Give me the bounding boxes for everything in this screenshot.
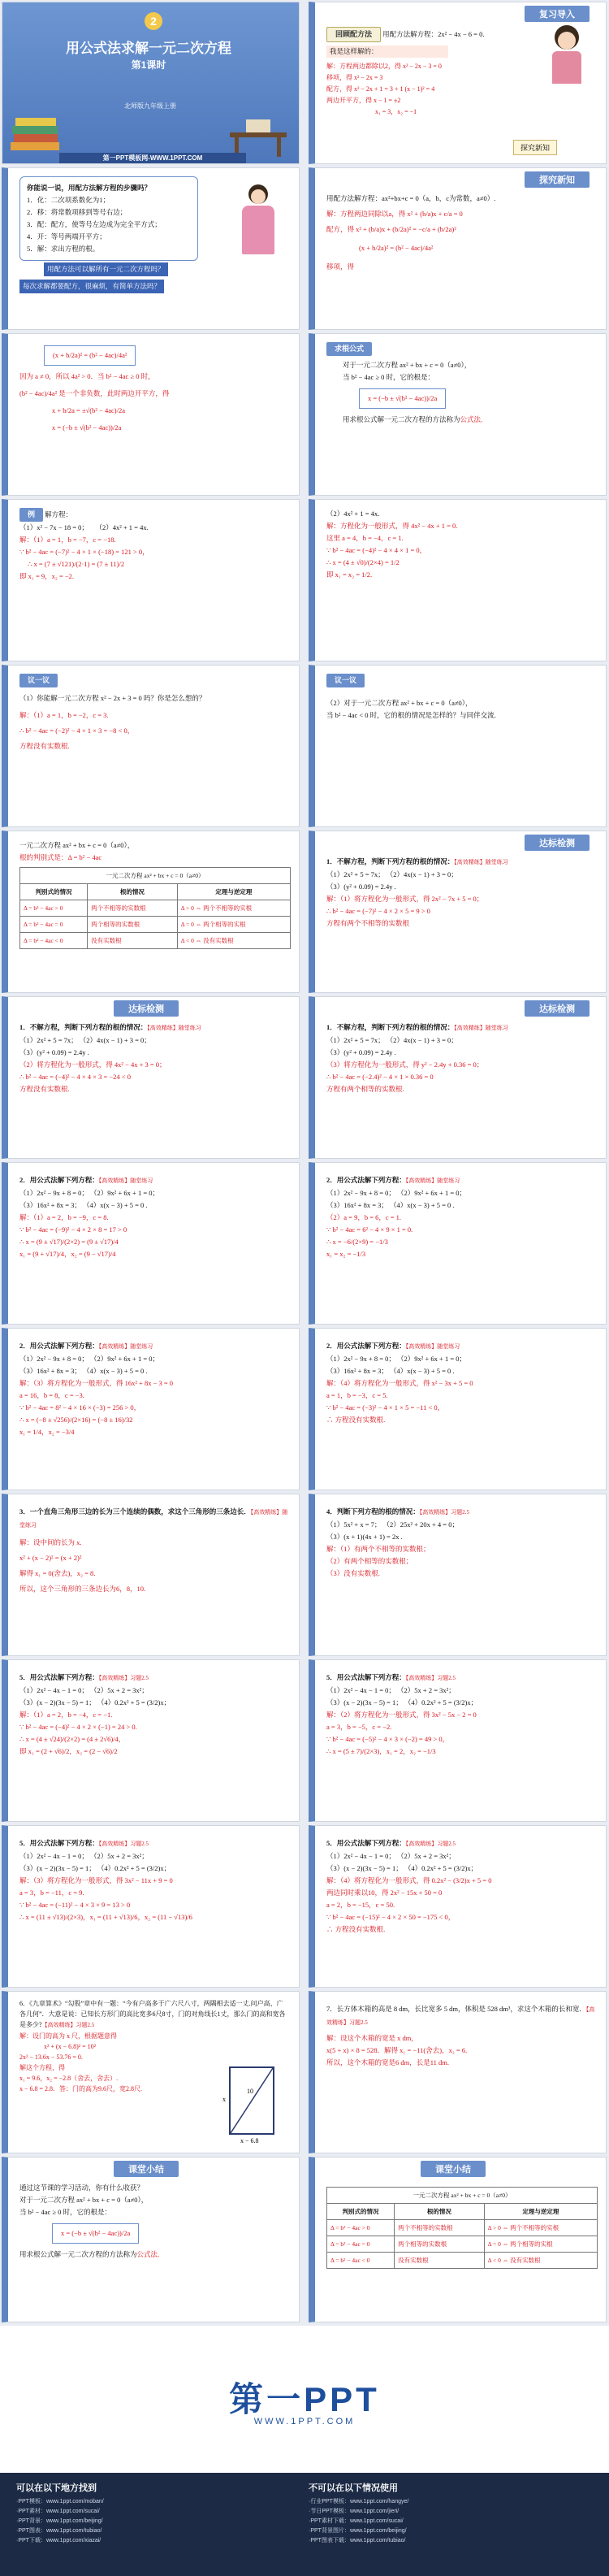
exercise-answer: 解：（1）有两个不相等的实数根； [326, 1545, 430, 1553]
exercise-answer: ∵ b² − 4ac = (−15)² − 4 × 2 × 50 = −175 < 0， [326, 1913, 456, 1921]
slide-derive-2 [2, 333, 300, 496]
check-part: （1）2x² + 5 = 7x； （2）4x(x − 1) + 3 = 0； [326, 870, 458, 878]
review-step: 两边开平方，得 x − 1 = ±2 [326, 97, 401, 104]
slide-check-2 [2, 996, 300, 1159]
exercise-part: （1）2x² − 4x − 1 = 0； （2）5x + 2 = 3x²； [19, 1852, 149, 1860]
slide-ex5-part4 [309, 1825, 607, 1988]
review-steps [326, 61, 497, 118]
exercise-answer: x₁ = 9.6，x₂ = −2.8（舍去，舍去）. [19, 2075, 119, 2082]
example-answer: ∵ b² − 4ac = (−7)² − 4 × 1 × (−18) = 121 > 0， [19, 548, 149, 556]
exercise-answer: 所以，这个三角形的三条边长为6，8，10. [19, 1585, 146, 1593]
review-label: 回顾配方法 [326, 27, 381, 42]
check-answer: 解：（1）将方程化为一般形式，得 2x² − 7x + 5 = 0； [326, 895, 484, 903]
exercise-part: （1）2x² − 4x − 1 = 0； （2）5x + 2 = 3x²； [326, 1852, 456, 1860]
slide-ex7 [309, 1991, 607, 2153]
table-cell: 两个相等的实数根 [88, 917, 178, 933]
derive-step: 解：方程两边同除以a，得 x² + (b/a)x + c/a = 0 [326, 210, 463, 218]
exercise-answer: 解得 x₁ = 0(舍去)，x₂ = 8. [19, 1569, 96, 1577]
table-row [327, 2220, 598, 2236]
exercise-part: （3）(x − 2)(3x − 5) = 1； （4）0.2x² + 5 = (3/2)x； [326, 1698, 478, 1706]
table-cell: Δ = b² − 4ac < 0 [20, 933, 88, 949]
example-answer: 即 x₁ = 9，x₂ = −2. [19, 572, 75, 580]
formula-note-text: 用求根公式解一元二次方程的方法称为 [343, 415, 460, 423]
exercise-answer: 解：（3）将方程化为一般形式，得 16x² + 8x − 3 = 0 [19, 1379, 174, 1387]
check-answer: ∴ b² − 4ac = (−2.4)² − 4 × 1 × 0.36 = 0 [326, 1073, 434, 1081]
slide-ex4 [309, 1494, 607, 1656]
check-header: 达标检测 [525, 1000, 590, 1017]
formula-note-term: 公式法. [460, 415, 483, 423]
table-row [327, 2236, 598, 2253]
exercise-question: 2．用公式法解下列方程： [19, 1176, 99, 1184]
think-step: 3．配：配方，使等号左边成为完全平方式； [27, 220, 162, 228]
slide-ex5-part1 [2, 1659, 300, 1822]
exercise-answer: ∵ b² − 4ac = (−5)² − 4 × 3 × (−2) = 49 > 0， [326, 1735, 450, 1743]
review-step: x₁ = 3，x₂ = −1 [375, 108, 417, 115]
exercise-answer: ∵ b² − 4ac = 6² − 4 × 9 × 1 = 0. [326, 1225, 413, 1234]
exercise-answer: 解：（4）将方程化为一般形式，得 0.2x² − (3/2)x + 5 = 0 [326, 1876, 492, 1884]
table-cell: Δ > 0 ⇔ 两个不相等的实根 [484, 2220, 597, 2236]
footer-link[interactable]: ·PPT素材下载：www.1ppt.com/sucai/ [309, 2518, 404, 2524]
desk-illustration [230, 116, 287, 157]
exercise-part: （3）16x² + 8x = 3； （4）x(x − 3) + 5 = 0 . [19, 1367, 148, 1375]
exercise-answer: ∵ b² − 4ac = (−9)² − 4 × 2 × 8 = 17 > 0 [19, 1225, 127, 1234]
exercise-answer: 解：设门的高为 x 尺，根据题意得 [19, 2032, 117, 2040]
recap-note-term: 公式法. [136, 2250, 160, 2258]
teacher-illustration [234, 184, 283, 274]
exercise-source: 【高效精练】随堂练习 [98, 1343, 153, 1350]
footer-left-title: 可以在以下地方找到 [16, 2483, 97, 2493]
table-header: 定理与逆定理 [484, 2204, 597, 2220]
discuss-tag: 议一议 [326, 674, 365, 687]
think-step: 1．化：二次项系数化为1； [27, 196, 110, 204]
table-row [20, 900, 291, 917]
exercise-part: （1）2x² − 9x + 8 = 0； （2）9x² + 6x + 1 = 0； [19, 1189, 159, 1197]
discriminant-formula: 根的判别式是：Δ = b² − 4ac [19, 853, 102, 861]
formula-tag: 求根公式 [326, 342, 372, 356]
check-part: （1）2x² + 5 = 7x； （2）4x(x − 1) + 3 = 0； [19, 1036, 151, 1044]
exercise-answer: ∴ x = (11 ± √13)/(2×3)，x₁ = (11 + √13)/6，x₂ = (11 − √13)/6 [19, 1913, 192, 1921]
exercise-question: 5．用公式法解下列方程： [326, 1673, 406, 1681]
table-cell: 没有实数根 [88, 933, 178, 949]
exercise-answer: x₁ = (9 + √17)/4，x₂ = (9 − √17)/4 [19, 1250, 116, 1258]
exercise-source: 【高效精练】习题2.5 [41, 2022, 95, 2028]
exercise-part: （3）(x − 2)(3x − 5) = 1； （4）0.2x² + 5 = (3/2)x； [326, 1864, 478, 1872]
formula-main: x = (−b ± √(b² − 4ac))/2a [359, 388, 446, 409]
check-answer: （3）将方程化为一般形式，得 y² − 2.4y + 0.36 = 0； [326, 1060, 484, 1069]
recap-header: 课堂小结 [114, 2161, 179, 2177]
example-tag: 例 [19, 508, 43, 522]
footer-banner [0, 2473, 609, 2576]
exercise-answer: 即 x₁ = (2 + √6)/2，x₂ = (2 − √6)/2 [19, 1747, 118, 1755]
slide-cover [2, 2, 300, 164]
review-question: 我是这样解的： [326, 46, 448, 58]
exercise-part: （1）2x² − 9x + 8 = 0； （2）9x² + 6x + 1 = 0； [326, 1189, 466, 1197]
exercise-part: （3）(x + 1)(4x + 1) = 2x . [326, 1533, 403, 1541]
exercise-question: 2．用公式法解下列方程： [326, 1176, 406, 1184]
table-cell: 没有实数根 [395, 2253, 485, 2269]
exercise-source: 【高效精练】习题2.5 [98, 1841, 149, 1847]
footer-link[interactable]: ·PPT背景：www.1ppt.com/beijing/ [16, 2518, 103, 2524]
check-answer: 方程有两个相等的实数根. [326, 1085, 404, 1093]
formula-line: 当 b² − 4ac ≥ 0 时，它的根是： [343, 373, 435, 381]
table-cell: 两个不相等的实数根 [88, 900, 178, 917]
table-cell: Δ = 0 ⇔ 两个相等的实根 [484, 2236, 597, 2253]
exercise-answer: （3）没有实数根. [326, 1569, 380, 1577]
think-highlight-1: 用配方法可以解所有一元二次方程吗？ [44, 262, 168, 276]
derive2-line: (b² − 4ac)/4a² 是一个非负数，此时两边开平方，得 [19, 389, 170, 397]
footer-link[interactable]: ·PPT图表下载：www.1ppt.com/tubiao/ [309, 2538, 406, 2543]
footer-link[interactable]: ·PPT素材：www.1ppt.com/sucai/ [16, 2509, 100, 2514]
exercise-answer: 解：（4）将方程化为一般形式，得 x² − 3x + 5 = 0 [326, 1379, 473, 1387]
exercise-source: 【高效精练】随堂练习 [98, 1177, 153, 1184]
think-highlight-2: 每次求解都要配方，很麻烦，有简单方法吗？ [19, 280, 164, 293]
slide-discuss-1 [2, 665, 300, 827]
exercise-answer: 解：（1）a = 2，b = −4，c = −1. [19, 1711, 113, 1719]
discriminant-table [19, 867, 291, 949]
example-part: （2）4x² + 1 = 4x. [326, 510, 380, 518]
derive-header: 探究新知 [525, 171, 590, 188]
exercise-part: （1）2x² − 9x + 8 = 0； （2）9x² + 6x + 1 = 0； [19, 1355, 159, 1363]
slide-ex2-part2 [309, 1162, 607, 1325]
recap-formula: x = (−b ± √(b² − 4ac))/2a [52, 2223, 139, 2244]
ppt-logo: 第一PPT [229, 2380, 380, 2418]
recap-line: 通过这节课的学习活动，你有什么收获？ [19, 2184, 145, 2192]
derive2-line: x + b/2a = ±√(b² − 4ac)/2a [52, 406, 125, 414]
door-diagram [222, 2066, 274, 2144]
exercise-answer: ∵ b² − 4ac = (−3)² − 4 × 1 × 5 = −11 < 0， [326, 1403, 445, 1412]
slide-think [2, 167, 300, 330]
cover-watermark: 第一PPT模板网-WWW.1PPT.COM [59, 153, 246, 164]
exercise-source: 【高效精练】习题2.5 [405, 1675, 456, 1681]
check-answer: 方程没有实数根. [19, 1085, 70, 1093]
exercise-answer: x₁ = 1/4，x₂ = −3/4 [19, 1428, 75, 1436]
exercise-answer: a = 16，b = 8，c = −3. [19, 1391, 84, 1399]
derive2-line: x = (−b ± √(b² − 4ac))/2a [52, 423, 122, 432]
footer-left [16, 2481, 284, 2546]
check-question: 1．不解方程，判断下列方程的根的情况： [19, 1023, 148, 1031]
footer-link[interactable]: ·PPT图表：www.1ppt.com/tubiao/ [16, 2528, 102, 2534]
slide-ex5-part3 [2, 1825, 300, 1988]
discuss-tag: 议一议 [19, 674, 58, 687]
recap-header: 课堂小结 [421, 2161, 486, 2177]
exercise-answer: x₁ = x₂ = −1/3 [326, 1250, 366, 1258]
derive-intro: 用配方法解方程：ax²+bx+c = 0（a，b，c为常数，a≠0）. [326, 194, 496, 202]
slide-example-1 [2, 499, 300, 661]
exercise-source: 【高效精练】随堂练习 [405, 1343, 460, 1350]
exercise-answer: x(5 + x) × 8 = 528．解得 x₁ = −11(舍去)，x₂ = 6. [326, 2046, 468, 2054]
review-task: 用配方法解方程：2x² − 4x − 6 = 0. [382, 30, 485, 38]
table-cell: Δ < 0 ⇔ 没有实数根 [177, 933, 290, 949]
slide-ex2-part1 [2, 1162, 300, 1325]
slide-ex3 [2, 1494, 300, 1656]
exercise-answer: a = 1，b = −3，c = 5. [326, 1391, 388, 1399]
discuss-answer: 解：（1）a = 1，b = −2，c = 3. [19, 711, 109, 719]
discuss-question: （2）对于一元二次方程 ax² + bx + c = 0（a≠0）， [326, 699, 473, 707]
derive-step: 配方，得 x² + (b/a)x + (b/2a)² = −c/a + (b/2a)² [326, 225, 456, 233]
table-cell: Δ = b² − 4ac > 0 [327, 2220, 395, 2236]
discuss-question: 当 b² − 4ac < 0 时，它的根的情况是怎样的？与同伴交流. [326, 711, 496, 719]
slide-ex5-part2 [309, 1659, 607, 1822]
formula-note [326, 414, 598, 426]
exercise-answer: ∴ x = −6/(2×9) = −1/3 [326, 1238, 388, 1246]
derive2-eq: (x + b/2a)² = (b² − 4ac)/4a² [44, 345, 136, 366]
table-header: 判别式的情况 [327, 2204, 395, 2220]
books-illustration [11, 110, 59, 150]
ppt-logo-section [0, 2326, 609, 2473]
recap-line: 当 b² − 4ac ≥ 0 时，它的根是： [19, 2208, 112, 2216]
example-answer: 即 x₁ = x₂ = 1/2. [326, 570, 373, 579]
slide-formula [309, 333, 607, 496]
cover-edition: 北师版九年级上册 [124, 102, 176, 110]
table-cell: Δ = b² − 4ac > 0 [20, 900, 88, 917]
exercise-answer: （2）a = 9，b = 6，c = 1. [326, 1213, 402, 1221]
footer-link[interactable]: ·PPT背景图片：www.1ppt.com/beijing/ [309, 2528, 407, 2534]
exercise-answer: x² + (x − 6.8)² = 10² [44, 2043, 97, 2050]
review-step: 解：方程两边都除以2，得 x² − 2x − 3 = 0 [326, 63, 442, 70]
exercise-answer: ∴ x = (−8 ± √256)/(2×16) = (−8 ± 16)/32 [19, 1416, 133, 1424]
exercise-source: 【高效精练】习题2.5 [326, 2006, 595, 2026]
exercise-source: 【高效精练】随堂练习 [19, 1509, 288, 1529]
exercise-question: 5．用公式法解下列方程： [19, 1839, 99, 1847]
exercise-answer: ∴ x = (5 ± 7)/(2×3)，x₁ = 2，x₂ = −1/3 [326, 1747, 436, 1755]
exercise-answer: ∵ b² − 4ac = (−4)² − 4 × 2 × (−1) = 24 > 0. [19, 1723, 137, 1731]
exercise-question: 5．用公式法解下列方程： [19, 1673, 99, 1681]
check-source: 【高效精练】随堂练习 [454, 859, 508, 865]
exercise-part: （3）16x² + 8x = 3； （4）x(x − 3) + 5 = 0 . [326, 1367, 455, 1375]
slide-check-1 [309, 830, 607, 993]
exercise-part: （1）2x² − 9x + 8 = 0； （2）9x² + 6x + 1 = 0； [326, 1355, 466, 1363]
review-header: 复习导入 [525, 6, 590, 22]
girl-illustration [542, 25, 591, 98]
exercise-answer: 解：（3）将方程化为一般形式，得 3x² − 11x + 9 = 0 [19, 1876, 173, 1884]
exercise-question: 2．用公式法解下列方程： [19, 1342, 99, 1350]
review-step: 配方，得 x² − 2x + 1 = 3 + 1 (x − 1)² = 4 [326, 85, 435, 93]
think-step: 5．解：求出方程的根。 [27, 245, 100, 253]
example-answer: 解：方程化为一般形式，得 4x² − 4x + 1 = 0. [326, 522, 458, 530]
table-cell: Δ < 0 ⇔ 没有实数根 [484, 2253, 597, 2269]
exercise-answer: 解：（1）a = 2，b = −9，c = 8. [19, 1213, 109, 1221]
exercise-source: 【高效精练】习题2.5 [98, 1675, 149, 1681]
check-answer: ∴ b² − 4ac = (−7)² − 4 × 2 × 5 = 9 > 0 [326, 907, 430, 915]
think-box [19, 176, 198, 261]
slide-ex2-part4 [309, 1328, 607, 1490]
exercise-answer: a = 3，b = −5，c = −2. [326, 1723, 392, 1731]
discuss-answer: ∴ b² − 4ac = (−2)² − 4 × 1 × 3 = −8 < 0， [19, 726, 135, 735]
check-part: （1）2x² + 5 = 7x； （2）4x(x − 1) + 3 = 0； [326, 1036, 458, 1044]
check-part: （3）(y² + 0.09) = 2.4y . [326, 1048, 396, 1056]
slide-derive [309, 167, 607, 330]
diagonal-label: 10 [247, 2088, 253, 2095]
exercise-answer: 解这个方程，得 [19, 2064, 65, 2071]
exercise-answer: a = 2，b = −15，c = 50. [326, 1901, 395, 1909]
exercise-part: （1）5x² + x = 7； （2）25x² + 20x + 4 = 0； [326, 1520, 459, 1529]
table-cell: Δ = 0 ⇔ 两个相等的实根 [177, 917, 290, 933]
exercise-answer: （2）有两个相等的实数根； [326, 1557, 413, 1565]
think-step: 4．开：等号两端开平方； [27, 232, 106, 241]
slide-review [309, 2, 607, 164]
exercise-source: 【高效精练】习题2.5 [419, 1509, 470, 1516]
review-step: 移项，得 x² − 2x = 3 [326, 74, 383, 81]
cover-title: 用公式法求解一元二次方程 [66, 41, 231, 56]
exercise-answer: 解：设这个木箱的宽是 x dm， [326, 2034, 418, 2042]
slide-ex2-part3 [2, 1328, 300, 1490]
slide-check-3 [309, 996, 607, 1159]
slide-ex6 [2, 1991, 300, 2153]
check-question: 1．不解方程，判断下列方程的根的情况： [326, 1023, 455, 1031]
table-caption: 一元二次方程 ax² + bx + c = 0（a≠0） [20, 868, 291, 884]
slide-discuss-2 [309, 665, 607, 827]
slide-discriminant-table [2, 830, 300, 993]
lesson-badge: 2 [145, 12, 162, 30]
exercise-question: 3．一个直角三角形三边的长为三个连续的偶数，求这个三角形的三条边长． [19, 1507, 251, 1516]
example-answer: ∴ x = (4 ± √0)/(2×4) = 1/2 [326, 558, 400, 566]
exercise-answer: x² + (x − 2)² = (x + 2)² [19, 1554, 82, 1562]
slide-example-1b [309, 499, 607, 661]
example-part: （1）x² − 7x − 18 = 0； [19, 523, 85, 531]
exercise-question: 2．用公式法解下列方程： [326, 1342, 406, 1350]
table-header: 定理与逆定理 [177, 884, 290, 900]
discuss-question: （1）你能解一元二次方程 x² − 2x + 3 = 0 吗？你是怎么想的？ [19, 694, 206, 702]
exercise-part: （1）2x² − 4x − 1 = 0； （2）5x + 2 = 3x²； [326, 1686, 456, 1694]
exercise-answer: 解：（2）将方程化为一般形式，得 3x² − 5x − 2 = 0 [326, 1711, 477, 1719]
exercise-answer: ∵ b² − 4ac = (−11)² − 4 × 3 × 9 = 13 > 0 [19, 1901, 131, 1909]
check-answer: 方程有两个不相等的实数根 [326, 919, 410, 927]
exercise-source: 【高效精练】随堂练习 [405, 1177, 460, 1184]
exercise-source: 【高效精练】习题2.5 [405, 1841, 456, 1847]
check-answer: ∴ b² − 4ac = (−4)² − 4 × 4 × 3 = −24 < 0 [19, 1073, 131, 1081]
exercise-answer: ∵ b² − 4ac = 8² − 4 × 16 × (−3) = 256 > 0， [19, 1403, 141, 1412]
exercise-part: （3）(x − 2)(3x − 5) = 1； （4）0.2x² + 5 = (3/2)x； [19, 1864, 171, 1872]
footer-link[interactable]: ·行业PPT模板：www.1ppt.com/hangye/ [309, 2499, 409, 2504]
exercise-part: （3）16x² + 8x = 3； （4）x(x − 3) + 5 = 0 . [326, 1201, 455, 1209]
derive-step: (x + b/2a)² = (b² − 4ac)/4a² [359, 244, 434, 252]
table-cell: Δ > 0 ⇔ 两个不相等的实根 [177, 900, 290, 917]
discuss-answer: 方程没有实数根. [19, 742, 70, 750]
table-header: 判别式的情况 [20, 884, 88, 900]
width-label: x − 6.8 [240, 2137, 259, 2144]
table-cell: Δ = b² − 4ac = 0 [20, 917, 88, 933]
recap-note [19, 2249, 291, 2261]
recap-line: 对于一元二次方程 ax² + bx + c = 0（a≠0）， [19, 2196, 149, 2204]
exercise-answer: ∴ x = (4 ± √24)/(2×2) = (4 ± 2√6)/4， [19, 1735, 126, 1743]
footer-link[interactable]: ·PPT模板：www.1ppt.com/moban/ [16, 2499, 104, 2504]
think-step: 2．移：将常数项移到等号右边； [27, 208, 127, 216]
door-diagonal [231, 2068, 273, 2133]
exercise-answer: 2x² − 13.6x − 53.76 = 0. [19, 2053, 83, 2061]
table-caption: 一元二次方程 ax² + bx + c = 0（a≠0） [327, 2188, 598, 2204]
exercise-answer: ∴ 方程没有实数根. [326, 1416, 386, 1424]
example-part: （2）4x² + 1 = 4x. [98, 523, 149, 531]
check-header: 达标检测 [525, 835, 590, 851]
formula-line: 对于一元二次方程 ax² + bx + c = 0（a≠0）， [343, 361, 472, 369]
check-answer: （2）将方程化为一般形式，得 4x² − 4x + 3 = 0； [19, 1060, 166, 1069]
check-part: （3）(y² + 0.09) = 2.4y . [19, 1048, 89, 1056]
check-source: 【高效精练】随堂练习 [147, 1025, 201, 1031]
exercise-question: 6．《九章算术》“勾股”章中有一题：“今有户高多于广六尺八寸，两隅相去适一丈.问户高、广各几何”．大意是说：已知长方形门的高比宽多6尺8寸，门的对角线长1丈，那么门的高和宽各是多少? [19, 2000, 286, 2028]
recap-table [326, 2187, 598, 2269]
exercise-question: 5．用公式法解下列方程： [326, 1839, 406, 1847]
cover-subtitle: 第1课时 [131, 59, 166, 71]
exercise-part: （3）16x² + 8x = 3； （4）x(x − 3) + 5 = 0 . [19, 1201, 148, 1209]
footer-link[interactable]: ·节日PPT模板：www.1ppt.com/jieri/ [309, 2509, 400, 2514]
exercise-answer: a = 3，b = −11，c = 9. [19, 1889, 84, 1897]
table-intro-2 [19, 852, 291, 864]
exercise-part: （1）2x² − 4x − 1 = 0； （2）5x + 2 = 3x²； [19, 1686, 149, 1694]
table-header: 根的情况 [395, 2204, 485, 2220]
table-row [20, 933, 291, 949]
check-question: 1．不解方程，判断下列方程的根的情况： [326, 857, 455, 865]
explore-new-button[interactable]: 探究新知 [513, 140, 557, 155]
example-answer: ∴ x = (7 ± √121)/(2·1) = (7 ± 11)/2 [28, 560, 125, 568]
exercise-answer: x − 6.8 = 2.8．答：门的高为9.6尺，宽2.8尺. [19, 2085, 143, 2092]
exercise-answer: ∴ 方程没有实数根. [326, 1925, 386, 1933]
table-cell: Δ = b² − 4ac = 0 [327, 2236, 395, 2253]
ppt-url: WWW.1PPT.COM [253, 2417, 356, 2426]
table-header: 根的情况 [88, 884, 178, 900]
table-cell: Δ = b² − 4ac < 0 [327, 2253, 395, 2269]
footer-right-title: 不可以在以下情况使用 [309, 2483, 398, 2493]
check-source: 【高效精练】随堂练习 [454, 1025, 508, 1031]
example-answer: 这里 a = 4，b = −4，c = 1. [326, 534, 404, 542]
slide-recap [2, 2157, 300, 2322]
table-intro: 一元二次方程 ax² + bx + c = 0（a≠0）， [19, 841, 135, 849]
example-answer: ∵ b² − 4ac = (−4)² − 4 × 4 × 1 = 0， [326, 546, 427, 554]
derive-step: 移项，得 [326, 262, 355, 271]
exercise-answer: ∴ x = (9 ± √17)/(2×2) = (9 ± √17)/4 [19, 1238, 119, 1246]
check-part: （3）(y² + 0.09) = 2.4y . [326, 883, 396, 891]
recap-note-text: 用求根公式解一元二次方程的方法称为 [19, 2250, 137, 2258]
footer-link[interactable]: ·PPT下载：www.1ppt.com/xiazai/ [16, 2538, 102, 2543]
footer-right [309, 2481, 577, 2546]
exercise-answer: 两边同时乘以10，得 2x² − 15x + 50 = 0 [326, 1889, 443, 1897]
example-question: 解方程： [45, 510, 73, 518]
table-row [327, 2253, 598, 2269]
exercise-answer: 所以，这个木箱的宽是6 dm，长是11 dm. [326, 2058, 450, 2066]
check-header: 达标检测 [114, 1000, 179, 1017]
think-question: 你能说一说，用配方法解方程的步骤吗？ [27, 184, 152, 192]
table-cell: 两个不相等的实数根 [395, 2220, 485, 2236]
exercise-question: 7．长方体木箱的高是 8 dm，长比宽多 5 dm，体积是 528 dm³，求这个木箱的长和宽． [326, 2005, 586, 2013]
table-row [20, 917, 291, 933]
table-cell: 两个相等的实数根 [395, 2236, 485, 2253]
slide-recap-table [309, 2157, 607, 2322]
height-label: x [222, 2096, 226, 2103]
example-answer: 解：（1）a = 1，b = −7，c = −18. [19, 536, 116, 544]
exercise-answer: 解：设中间的长为 x. [19, 1538, 82, 1546]
derive2-line: 因为 a ≠ 0，所以 4a² > 0．当 b² − 4ac ≥ 0 时， [19, 372, 155, 380]
exercise-question: 4．判断下列方程的根的情况： [326, 1507, 420, 1516]
exercise-part: （3）(x − 2)(3x − 5) = 1； （4）0.2x² + 5 = (3/2)x； [19, 1698, 171, 1706]
